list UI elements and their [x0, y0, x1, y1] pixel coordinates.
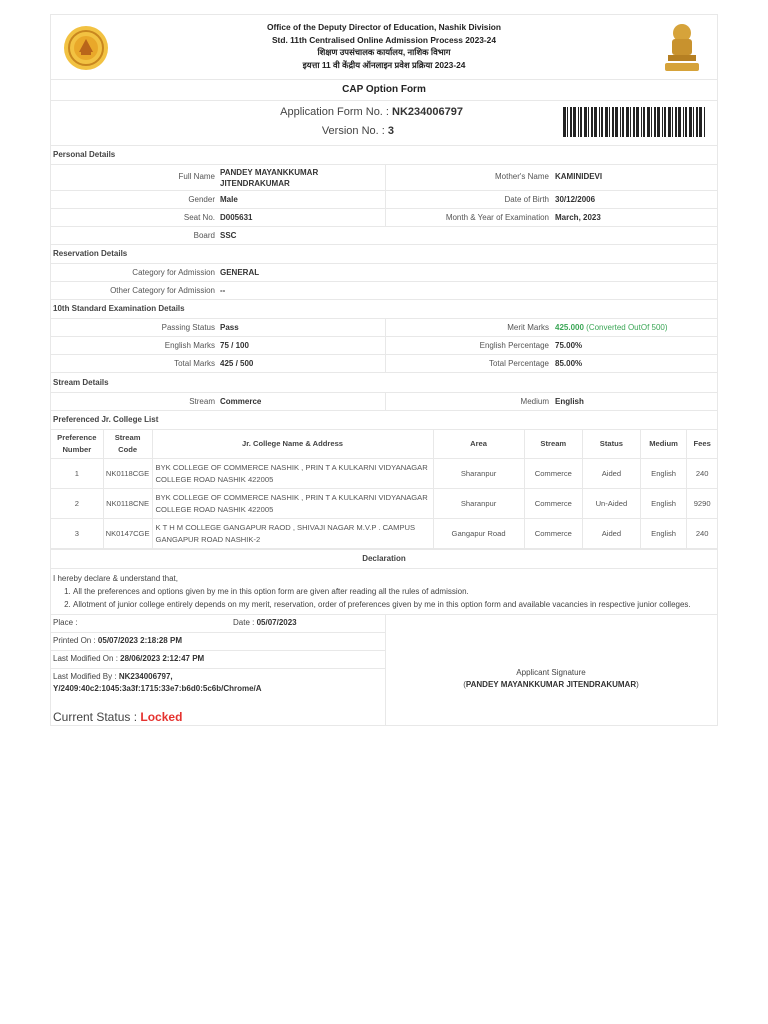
stream: Commerce [524, 489, 582, 519]
barcode-icon [563, 107, 705, 137]
seat-value: D005631 [220, 213, 253, 222]
category-value: GENERAL [220, 268, 260, 277]
fees: 240 [687, 519, 718, 549]
printed-on-value: 05/07/2023 2:18:28 PM [97, 636, 182, 645]
col-stream: Stream [524, 430, 582, 459]
stream-code: NK0118CGE [103, 459, 152, 489]
signature-label: Applicant Signature [516, 668, 586, 677]
area: Gangapur Road [433, 519, 524, 549]
exam-value: March, 2023 [555, 213, 601, 222]
other-category-value: -- [220, 286, 226, 295]
row-seat [50, 209, 718, 227]
english-marks-value: 75 / 100 [220, 341, 249, 350]
mother-name-value: KAMINIDEVI [555, 172, 603, 181]
board-value: SSC [220, 231, 237, 240]
reservation-details-heading: Reservation Details [50, 245, 718, 263]
merit-label: Merit Marks [507, 323, 549, 332]
personal-details-heading: Personal Details [50, 146, 718, 164]
area: Sharanpur [433, 459, 524, 489]
preferences-heading: Preferenced Jr. College List [50, 411, 718, 429]
modified-by-line-1: NK234006797, [118, 672, 173, 681]
table-row [51, 459, 718, 489]
english-percentage-value: 75.00% [555, 341, 583, 350]
other-category-label: Other Category for Admission [110, 286, 215, 295]
dob-label: Date of Birth [504, 195, 549, 204]
medium: English [640, 459, 686, 489]
english-percentage-label: English Percentage [479, 341, 549, 350]
tenth-details-heading: 10th Standard Examination Details [50, 300, 718, 318]
full-name-label: Full Name [178, 172, 215, 181]
status: Aided [582, 519, 640, 549]
declaration-heading: Declaration [50, 549, 718, 569]
signature-block: Applicant Signature (PANDEY MAYANKKUMAR JITENDRAKUMAR) [385, 667, 717, 691]
merit-note: (Converted OutOf 500) [586, 323, 668, 332]
stream-label: Stream [189, 397, 215, 406]
last-modified-value: 28/06/2023 2:12:47 PM [120, 654, 205, 663]
stream-details-heading: Stream Details [50, 373, 718, 392]
status: Aided [582, 459, 640, 489]
version-value: 3 [387, 125, 394, 137]
college-name: BYK COLLEGE OF COMMERCE NASHIK , PRIN T A KULKARNI VIDYANAGAR COLLEGE ROAD NASHIK 422005 [152, 459, 433, 489]
total-percentage-label: Total Percentage [488, 359, 549, 368]
english-marks-label: English Marks [164, 341, 215, 350]
form-no-label: Application Form No. : [280, 106, 389, 118]
col-status: Status [582, 430, 640, 459]
fees: 240 [687, 459, 718, 489]
gender-value: Male [220, 195, 238, 204]
full-name-line-2: JITENDRAKUMAR [220, 179, 290, 188]
date-value: 05/07/2023 [256, 618, 297, 627]
cap-option-form-page [50, 14, 718, 726]
stream-code: NK0118CNE [103, 489, 152, 519]
declaration-intro: I hereby declare & understand that, [53, 574, 178, 583]
place-label: Place : [53, 618, 78, 627]
col-stream-code: Stream Code [103, 430, 152, 459]
current-status-value: Locked [140, 710, 183, 724]
medium: English [640, 519, 686, 549]
merit-value: 425.000 [555, 323, 584, 332]
table-row [51, 489, 718, 519]
medium-value: English [555, 397, 584, 406]
seat-label: Seat No. [183, 213, 215, 222]
row-english [50, 337, 718, 355]
india-emblem-icon [659, 21, 705, 75]
stream-value: Commerce [220, 397, 262, 406]
form-footer [50, 614, 718, 726]
last-modified-label: Last Modified On : [53, 654, 118, 663]
col-area: Area [433, 430, 524, 459]
pref-number: 1 [51, 459, 104, 489]
modified-by-label: Last Modified By : [53, 672, 117, 681]
row-category [50, 263, 718, 282]
row-total [50, 355, 718, 373]
total-percentage-value: 85.00% [555, 359, 583, 368]
passing-label: Passing Status [161, 323, 215, 332]
board-label: Board [193, 231, 215, 240]
total-marks-label: Total Marks [174, 359, 215, 368]
medium-label: Medium [520, 397, 549, 406]
version-label: Version No. : [321, 125, 385, 137]
full-name-line-1: PANDEY MAYANKKUMAR [220, 168, 319, 177]
row-other-category [50, 282, 718, 300]
gender-label: Gender [188, 195, 215, 204]
stream: Commerce [524, 459, 582, 489]
stream: Commerce [524, 519, 582, 549]
stream-code: NK0147CGE [103, 519, 152, 549]
pref-number: 2 [51, 489, 104, 519]
declaration-point-1: 1. All the preferences and options given by me in this option form are given after reading all the rules of admission. [73, 585, 715, 598]
college-name: BYK COLLEGE OF COMMERCE NASHIK , PRIN T A KULKARNI VIDYANAGAR COLLEGE ROAD NASHIK 422005 [152, 489, 433, 519]
col-college-name: Jr. College Name & Address [152, 430, 433, 459]
form-header [50, 14, 718, 79]
area: Sharanpur [433, 489, 524, 519]
header-line-3: शिक्षण उपसंचालक कार्यालय, नाशिक विभाग [317, 47, 451, 57]
application-number-block [50, 101, 718, 146]
row-board [50, 227, 718, 245]
table-row [51, 519, 718, 549]
medium: English [640, 489, 686, 519]
preferences-table [50, 429, 718, 549]
passing-value: Pass [220, 323, 239, 332]
fees: 9290 [687, 489, 718, 519]
pref-number: 3 [51, 519, 104, 549]
row-gender [50, 191, 718, 209]
signature-name: PANDEY MAYANKKUMAR JITENDRAKUMAR [465, 680, 637, 689]
category-label: Category for Admission [132, 268, 215, 277]
current-status [53, 710, 182, 724]
col-fees: Fees [687, 430, 718, 459]
row-passing [50, 318, 718, 337]
printed-on-label: Printed On : [53, 636, 96, 645]
form-no-value: NK234006797 [392, 106, 463, 118]
mother-name-label: Mother's Name [495, 172, 549, 181]
header-line-1: Office of the Deputy Director of Education, Nashik Division [266, 22, 502, 32]
header-line-2: Std. 11th Centralised Online Admission Process 2023-24 [271, 34, 497, 45]
declaration-text [50, 569, 718, 614]
dob-value: 30/12/2006 [555, 195, 596, 204]
declaration-point-2: 2. Allotment of junior college entirely depends on my merit, reservation, order of preferences given by me in this option form and available vacancies in respective junior colleges. [73, 598, 715, 611]
exam-label: Month & Year of Examination [445, 213, 549, 222]
col-preference: Preference Number [51, 430, 104, 459]
col-medium: Medium [640, 430, 686, 459]
total-marks-value: 425 / 500 [220, 359, 254, 368]
date-label: Date : [233, 618, 255, 627]
status: Un-Aided [582, 489, 640, 519]
row-full-name [50, 164, 718, 191]
modified-by-line-2: Y/2409:40c2:1045:3a3f:1715:33e7:b6d0:5c6b/Chrome/A [53, 684, 262, 693]
college-name: K T H M COLLEGE GANGAPUR RAOD , SHIVAJI NAGAR M.V.P . CAMPUS GANGAPUR ROAD NASHIK-2 [152, 519, 433, 549]
row-stream [50, 392, 718, 411]
current-status-label: Current Status : [53, 710, 138, 724]
header-line-4: इयत्ता 11 वी केंद्रीय ऑनलाइन प्रवेश प्रक्रिया 2023-24 [302, 59, 466, 70]
form-title: CAP Option Form [50, 79, 718, 101]
